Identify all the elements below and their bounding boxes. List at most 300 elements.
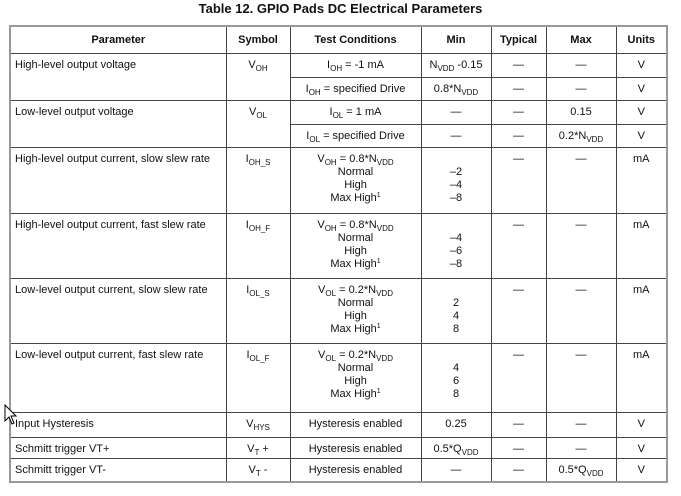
- max-cell: [546, 437, 616, 458]
- symbol-cell: [226, 412, 290, 437]
- rich-text: [344, 245, 367, 257]
- cell-line: [426, 348, 487, 361]
- text: Hysteresis enabled: [308, 417, 403, 430]
- symbol-cell: [226, 213, 290, 278]
- min-cell: [421, 100, 491, 124]
- rich-text: [246, 349, 269, 361]
- header-symbol: Symbol: [226, 26, 290, 53]
- rich-text: [559, 130, 603, 142]
- cell-line: [295, 348, 417, 361]
- rich-text: [338, 362, 373, 374]
- rich-text: [450, 179, 462, 191]
- text: = 1 mA: [343, 105, 382, 118]
- subscript: OH: [330, 63, 343, 73]
- text: Max High: [330, 191, 377, 204]
- text: High: [344, 374, 367, 387]
- cell-line: [426, 296, 487, 309]
- subscript: VDD: [376, 223, 394, 233]
- footnote-superscript: 1: [376, 387, 381, 395]
- subscript: OL_F: [249, 353, 270, 363]
- subscript: OL: [325, 288, 337, 298]
- text: I: [245, 152, 249, 165]
- text: I: [246, 283, 250, 296]
- max-cell: [546, 147, 616, 213]
- min-cell: [421, 343, 491, 412]
- text: Hysteresis enabled: [308, 442, 403, 455]
- subscript: T: [254, 447, 260, 457]
- text: Max High: [330, 257, 377, 270]
- cell-line: [426, 283, 487, 296]
- rich-text: [247, 443, 269, 455]
- symbol-cell: [226, 278, 290, 343]
- test-conditions-cell: [290, 53, 421, 77]
- table-body: [10, 53, 667, 482]
- typical-cell: —: [491, 213, 546, 278]
- cell-line: [426, 165, 487, 178]
- parameter-cell: Input Hysteresis: [10, 412, 226, 437]
- text: I: [327, 58, 331, 71]
- rich-text: [576, 83, 587, 95]
- rich-text: [451, 130, 462, 142]
- units-cell: V: [616, 100, 667, 124]
- symbol-cell: [226, 147, 290, 213]
- subscript: VDD: [376, 157, 394, 167]
- rich-text: [318, 349, 393, 361]
- text: –4: [449, 178, 463, 191]
- cell-line: [295, 178, 417, 191]
- min-cell: [421, 124, 491, 147]
- cell-line: [295, 374, 417, 387]
- rich-text: [246, 284, 270, 296]
- cell-line: [295, 463, 417, 476]
- max-cell: [546, 278, 616, 343]
- rich-text: [453, 310, 459, 322]
- text: Normal: [337, 165, 374, 178]
- cell-line: [426, 231, 487, 244]
- cell-line: [295, 218, 417, 231]
- rich-text: [450, 192, 462, 204]
- rich-text: [330, 192, 380, 204]
- max-cell: [546, 100, 616, 124]
- max-cell: [546, 412, 616, 437]
- rich-text: [338, 166, 373, 178]
- text: I: [306, 129, 310, 142]
- subscript: T: [255, 468, 261, 478]
- units-cell: V: [616, 458, 667, 482]
- subscript: VDD: [437, 63, 455, 73]
- text: = specified Drive: [320, 82, 406, 95]
- cell-line: [426, 244, 487, 257]
- cell-line: [295, 129, 417, 142]
- subscript: VDD: [376, 288, 393, 298]
- subscript: OL: [256, 110, 267, 120]
- rich-text: [450, 245, 462, 257]
- test-conditions-cell: [290, 437, 421, 458]
- typical-cell: —: [491, 77, 546, 100]
- text: V: [317, 152, 325, 165]
- subscript: OL_S: [249, 288, 270, 298]
- text: N: [429, 58, 438, 71]
- rich-text: [246, 418, 270, 430]
- text: 0.2*N: [558, 129, 587, 142]
- cell-line: [295, 58, 417, 71]
- rich-text: [330, 106, 382, 118]
- rich-text: [344, 375, 367, 387]
- cell-line: [426, 129, 487, 142]
- units-cell: V: [616, 124, 667, 147]
- header-max: Max: [546, 26, 616, 53]
- units-cell: V: [616, 53, 667, 77]
- table-row: [10, 100, 667, 124]
- header-parameter: Parameter: [10, 26, 226, 53]
- max-cell: [546, 343, 616, 412]
- cell-line: [295, 296, 417, 309]
- text: = 0.2*N: [336, 283, 377, 296]
- text: 0.5*Q: [558, 463, 587, 476]
- text: -: [260, 463, 268, 476]
- text: –8: [449, 257, 463, 270]
- text: Normal: [337, 231, 374, 244]
- parameter-cell: High-level output current, fast slew rate: [10, 213, 226, 278]
- text: —: [575, 348, 587, 361]
- cell-line: [426, 82, 487, 95]
- test-conditions-cell: [290, 124, 421, 147]
- text: —: [575, 417, 587, 430]
- text: –6: [449, 244, 463, 257]
- text: 6: [452, 374, 460, 387]
- symbol-cell: [226, 53, 290, 100]
- cell-line: [295, 309, 417, 322]
- cell-line: [426, 309, 487, 322]
- rich-text: [450, 232, 462, 244]
- subscript: OH: [324, 223, 337, 233]
- cell-line: [426, 257, 487, 270]
- header-row: [10, 26, 667, 53]
- footnote-superscript: 1: [376, 257, 381, 265]
- max-cell: [546, 124, 616, 147]
- rich-text: [558, 464, 603, 476]
- parameter-cell: Low-level output current, slow slew rate: [10, 278, 226, 343]
- rich-text: [576, 153, 587, 165]
- max-cell: [546, 458, 616, 482]
- rich-text: [576, 443, 587, 455]
- cell-line: [426, 417, 487, 430]
- text: —: [450, 129, 462, 142]
- text: +: [259, 442, 269, 455]
- text: V: [318, 348, 326, 361]
- typical-cell: —: [491, 124, 546, 147]
- test-conditions-cell: [290, 213, 421, 278]
- cell-line: [295, 361, 417, 374]
- text: V: [248, 58, 256, 71]
- cell-line: [426, 152, 487, 165]
- text: —: [575, 283, 587, 296]
- rich-text: [330, 323, 380, 335]
- subscript: VDD: [376, 353, 393, 363]
- cell-line: [426, 191, 487, 204]
- cell-line: [295, 231, 417, 244]
- cell-line: [426, 463, 487, 476]
- rich-text: [317, 153, 393, 165]
- min-cell: [421, 213, 491, 278]
- units-cell: mA: [616, 147, 667, 213]
- text: V: [317, 218, 325, 231]
- rich-text: [453, 323, 459, 335]
- rich-text: [453, 362, 459, 374]
- min-cell: [421, 412, 491, 437]
- text: –4: [449, 231, 463, 244]
- rich-text: [451, 106, 462, 118]
- rich-text: [576, 349, 587, 361]
- text: I: [245, 218, 249, 231]
- cell-line: [551, 129, 612, 142]
- units-cell: mA: [616, 343, 667, 412]
- rich-text: [450, 166, 462, 178]
- text: 0.25: [445, 417, 467, 430]
- subscript: VDD: [461, 447, 479, 457]
- rich-text: [248, 59, 267, 71]
- rich-text: [434, 83, 478, 95]
- max-cell: [546, 213, 616, 278]
- text: = specified Drive: [320, 129, 405, 142]
- text: Max High: [330, 387, 377, 400]
- cell-line: [295, 82, 417, 95]
- text: —: [575, 442, 587, 455]
- rich-text: [327, 59, 384, 71]
- gpio-dc-parameters-table: [9, 25, 668, 483]
- cell-line: [426, 374, 487, 387]
- cell-line: [551, 82, 612, 95]
- header-test-conditions: Test Conditions: [290, 26, 421, 53]
- text: High: [344, 178, 367, 191]
- cell-line: [295, 152, 417, 165]
- footnote-superscript: 1: [376, 322, 381, 330]
- cell-line: [426, 442, 487, 455]
- text: I: [246, 348, 250, 361]
- symbol-cell: [226, 100, 290, 147]
- text: V: [318, 283, 326, 296]
- table-row: [10, 278, 667, 343]
- typical-cell: —: [491, 343, 546, 412]
- cell-line: [551, 463, 612, 476]
- parameter-cell: Schmitt trigger VT+: [10, 437, 226, 458]
- typical-cell: —: [491, 100, 546, 124]
- rich-text: [453, 375, 459, 387]
- units-cell: V: [616, 437, 667, 458]
- rich-text: [453, 297, 459, 309]
- cell-line: [426, 105, 487, 118]
- text: V: [248, 105, 257, 118]
- text: V: [246, 417, 254, 430]
- text: –2: [449, 165, 463, 178]
- rich-text: [306, 83, 406, 95]
- subscript: OH_F: [248, 223, 271, 233]
- header-units: Units: [616, 26, 667, 53]
- symbol-cell: [226, 458, 290, 482]
- subscript: VDD: [461, 87, 479, 97]
- rich-text: [317, 219, 393, 231]
- cell-line: [426, 322, 487, 335]
- cell-line: [551, 417, 612, 430]
- rich-text: [338, 232, 373, 244]
- parameter-cell: High-level output current, slow slew rate: [10, 147, 226, 213]
- rich-text: [570, 106, 591, 118]
- text: = 0.8*N: [336, 152, 377, 165]
- table-row: [10, 437, 667, 458]
- cell-line: [551, 58, 612, 71]
- text: Normal: [337, 296, 374, 309]
- cell-line: [551, 348, 612, 361]
- test-conditions-cell: [290, 458, 421, 482]
- rich-text: [430, 59, 483, 71]
- typical-cell: —: [491, 278, 546, 343]
- rich-text: [338, 297, 373, 309]
- test-conditions-cell: [290, 412, 421, 437]
- parameter-cell: Low-level output voltage: [10, 100, 226, 147]
- text: = 0.8*N: [336, 218, 377, 231]
- test-conditions-cell: [290, 278, 421, 343]
- text: -0.15: [454, 58, 483, 71]
- cell-line: [295, 257, 417, 270]
- subscript: OL: [332, 110, 344, 120]
- cell-line: [551, 152, 612, 165]
- rich-text: [330, 258, 380, 270]
- rich-text: [576, 418, 587, 430]
- table-row: [10, 343, 667, 412]
- parameter-cell: High-level output voltage: [10, 53, 226, 100]
- rich-text: [249, 106, 267, 118]
- rich-text: [445, 418, 466, 430]
- text: Normal: [337, 361, 374, 374]
- text: 8: [452, 387, 460, 400]
- footnote-superscript: 1: [376, 191, 381, 199]
- rich-text: [576, 284, 587, 296]
- text: I: [329, 105, 333, 118]
- typical-cell: —: [491, 147, 546, 213]
- mouse-cursor-icon: [4, 404, 18, 426]
- rich-text: [344, 179, 367, 191]
- text: —: [575, 218, 587, 231]
- subscript: OH: [308, 87, 321, 97]
- text: = 0.2*N: [336, 348, 377, 361]
- test-conditions-cell: [290, 147, 421, 213]
- units-cell: mA: [616, 213, 667, 278]
- parameter-cell: Schmitt trigger VT-: [10, 458, 226, 482]
- min-cell: [421, 278, 491, 343]
- cell-line: [551, 218, 612, 231]
- subscript: VDD: [586, 134, 604, 144]
- table-row: [10, 147, 667, 213]
- text: —: [575, 58, 587, 71]
- cell-line: [295, 191, 417, 204]
- rich-text: [453, 388, 459, 400]
- text: –8: [449, 191, 463, 204]
- rich-text: [246, 153, 271, 165]
- text: —: [575, 82, 587, 95]
- text: = -1 mA: [342, 58, 384, 71]
- cell-line: [295, 322, 417, 335]
- min-cell: [421, 53, 491, 77]
- cell-line: [426, 387, 487, 400]
- parameter-cell: Low-level output current, fast slew rate: [10, 343, 226, 412]
- max-cell: [546, 53, 616, 77]
- typical-cell: —: [491, 458, 546, 482]
- rich-text: [451, 464, 462, 476]
- text: High: [344, 244, 367, 257]
- text: 8: [452, 322, 460, 335]
- symbol-cell: [226, 343, 290, 412]
- text: Hysteresis enabled: [308, 463, 403, 476]
- cell-line: [426, 58, 487, 71]
- cell-line: [551, 283, 612, 296]
- test-conditions-cell: [290, 100, 421, 124]
- min-cell: [421, 437, 491, 458]
- subscript: OH_S: [248, 157, 271, 167]
- typical-cell: —: [491, 437, 546, 458]
- rich-text: [309, 464, 403, 476]
- subscript: OL: [309, 134, 321, 144]
- subscript: VDD: [586, 468, 604, 478]
- table-title: Table 12. GPIO Pads DC Electrical Parameters: [198, 1, 483, 16]
- rich-text: [344, 310, 367, 322]
- subscript: OH: [324, 157, 337, 167]
- table-row: [10, 412, 667, 437]
- cell-line: [551, 442, 612, 455]
- min-cell: [421, 458, 491, 482]
- rich-text: [576, 219, 587, 231]
- rich-text: [306, 130, 404, 142]
- cell-line: [426, 178, 487, 191]
- text: 2: [452, 296, 460, 309]
- cell-line: [295, 283, 417, 296]
- text: High: [344, 309, 367, 322]
- cell-line: [295, 417, 417, 430]
- text: Max High: [330, 322, 377, 335]
- rich-text: [318, 284, 393, 296]
- rich-text: [246, 219, 270, 231]
- table-row: [10, 53, 667, 77]
- cell-line: [295, 244, 417, 257]
- text: 0.5*Q: [433, 442, 462, 455]
- cell-line: [295, 105, 417, 118]
- units-cell: mA: [616, 278, 667, 343]
- subscript: OH: [255, 63, 268, 73]
- text: 0.15: [570, 105, 592, 118]
- min-cell: [421, 77, 491, 100]
- rich-text: [330, 388, 380, 400]
- typical-cell: —: [491, 412, 546, 437]
- rich-text: [309, 418, 403, 430]
- text: 0.8*N: [433, 82, 462, 95]
- text: 4: [452, 309, 460, 322]
- cell-line: [295, 387, 417, 400]
- cell-line: [295, 165, 417, 178]
- min-cell: [421, 147, 491, 213]
- units-cell: V: [616, 412, 667, 437]
- test-conditions-cell: [290, 77, 421, 100]
- rich-text: [433, 443, 478, 455]
- rich-text: [249, 464, 268, 476]
- rich-text: [576, 59, 587, 71]
- rich-text: [450, 258, 462, 270]
- header-typical: Typical: [491, 26, 546, 53]
- table-row: [10, 458, 667, 482]
- text: —: [450, 463, 462, 476]
- table-row: [10, 213, 667, 278]
- units-cell: V: [616, 77, 667, 100]
- symbol-cell: [226, 437, 290, 458]
- cell-line: [551, 105, 612, 118]
